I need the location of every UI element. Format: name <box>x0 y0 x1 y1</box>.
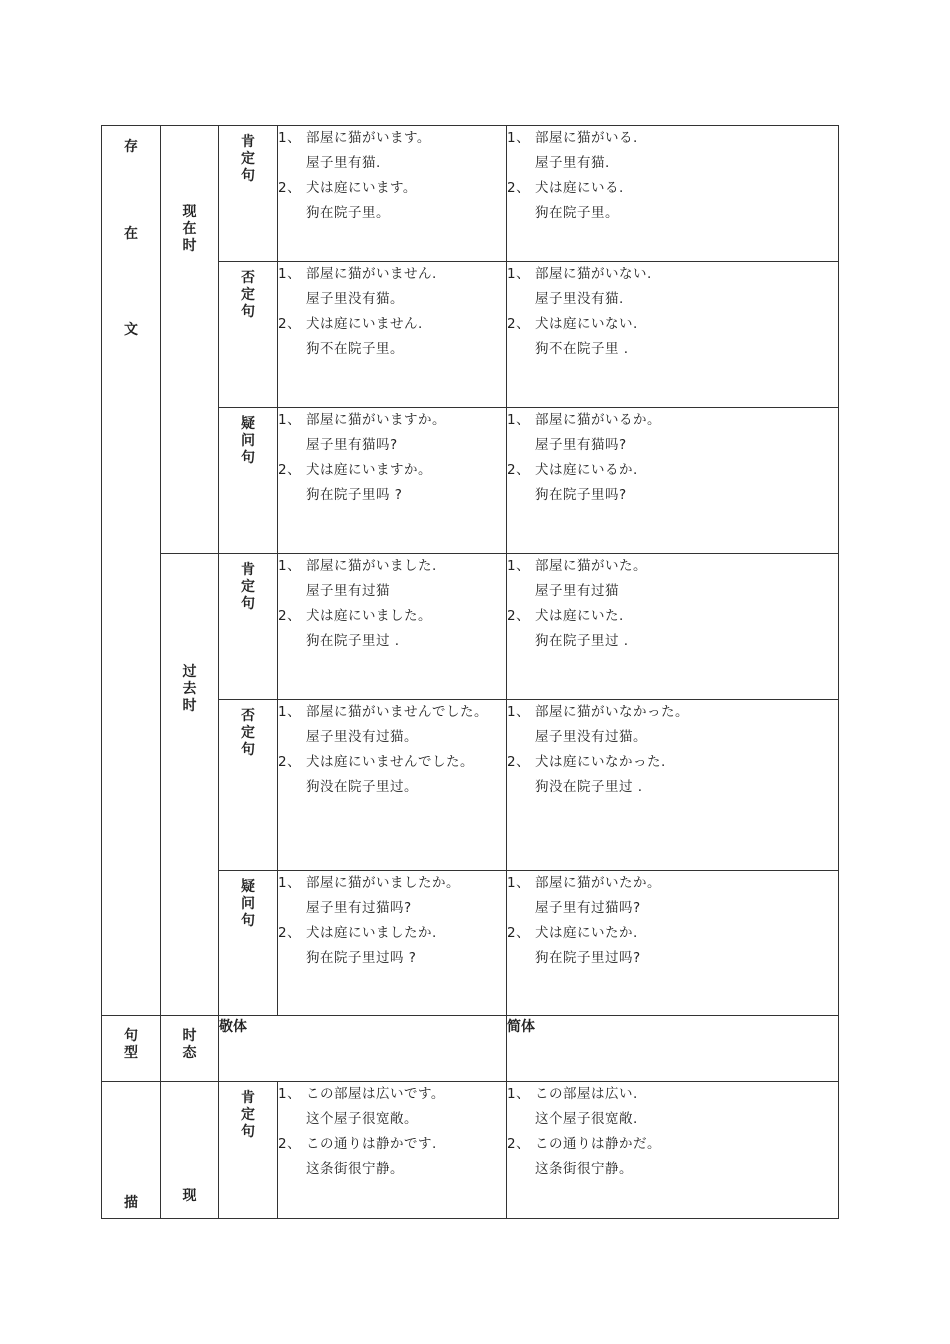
example-number: 2、 <box>278 925 302 941</box>
description-tense-cell <box>161 1082 219 1219</box>
example-item <box>507 312 838 362</box>
example-item <box>278 1082 506 1132</box>
example-japanese-line <box>507 554 838 579</box>
example-japanese-line <box>278 312 506 337</box>
example-number: 2、 <box>507 316 531 332</box>
example-item <box>507 262 838 312</box>
example-item <box>507 750 838 800</box>
japanese-sentence: 犬は庭にいましたか. <box>306 925 437 941</box>
examples-cell <box>507 554 839 700</box>
chinese-translation: 屋子里没有过猫。 <box>306 729 418 745</box>
example-japanese-line <box>507 1132 838 1157</box>
chinese-translation: 狗在院子里。 <box>535 205 619 221</box>
pattern-header: 句 型 <box>102 1016 161 1082</box>
chinese-translation: 屋子里没有猫。 <box>306 291 404 307</box>
question-label: 疑 问 句 <box>219 408 278 554</box>
japanese-sentence: 犬は庭にいます。 <box>306 180 417 196</box>
description-category-cell <box>102 1082 161 1219</box>
grammar-table <box>101 125 839 1219</box>
examples-cell <box>278 700 507 871</box>
example-number: 2、 <box>278 316 302 332</box>
example-item <box>507 126 838 176</box>
affirmative-label: 肯 定 句 <box>219 1082 278 1219</box>
chinese-translation: 狗在院子里过 . <box>535 633 629 649</box>
example-number: 2、 <box>278 608 302 624</box>
chinese-translation: 狗在院子里过 . <box>306 633 400 649</box>
chinese-translation: 屋子里有过猫吗? <box>535 900 641 916</box>
example-item <box>507 871 838 921</box>
example-number: 1、 <box>278 704 302 720</box>
example-japanese-line <box>278 871 506 896</box>
example-number: 1、 <box>278 875 302 891</box>
example-number: 1、 <box>507 130 531 146</box>
chinese-translation: 屋子里有猫. <box>535 155 610 171</box>
chinese-translation: 这个屋子很宽敞. <box>535 1111 638 1127</box>
description-tense-char: 现 <box>182 1188 197 1204</box>
chinese-translation: 狗在院子里吗? <box>535 487 627 503</box>
example-japanese-line <box>507 604 838 629</box>
chinese-translation: 狗在院子里。 <box>306 205 390 221</box>
japanese-sentence: 犬は庭にいませんでした。 <box>306 754 474 770</box>
example-japanese-line <box>278 700 506 725</box>
example-item <box>278 458 506 508</box>
existence-category-cell <box>102 126 161 1016</box>
example-japanese-line <box>507 700 838 725</box>
example-item <box>278 871 506 921</box>
chinese-translation: 屋子里没有过猫。 <box>535 729 647 745</box>
example-number: 1、 <box>278 266 302 282</box>
chinese-translation: 这条街很宁静。 <box>535 1161 633 1177</box>
japanese-sentence: 部屋に猫がいた。 <box>535 558 647 574</box>
chinese-translation: 屋子里有猫吗? <box>306 437 398 453</box>
examples-cell <box>278 1082 507 1219</box>
category-char-2: 在 <box>124 226 138 242</box>
examples-cell <box>278 554 507 700</box>
japanese-sentence: 部屋に猫がいる. <box>535 130 638 146</box>
japanese-sentence: この通りは静かだ。 <box>535 1136 661 1152</box>
example-item <box>278 176 506 226</box>
example-item <box>507 176 838 226</box>
japanese-sentence: 犬は庭にいるか. <box>535 462 638 478</box>
example-japanese-line <box>507 921 838 946</box>
example-item <box>278 750 506 800</box>
example-number: 1、 <box>278 1086 302 1102</box>
affirmative-label: 肯 定 句 <box>219 554 278 700</box>
examples-cell <box>507 262 839 408</box>
example-japanese-line <box>278 126 506 151</box>
japanese-sentence: 部屋に猫がいない. <box>535 266 652 282</box>
examples-cell <box>507 1082 839 1219</box>
example-item <box>278 312 506 362</box>
example-number: 1、 <box>507 412 531 428</box>
example-japanese-line <box>278 262 506 287</box>
example-number: 1、 <box>278 558 302 574</box>
example-item <box>507 700 838 750</box>
example-number: 2、 <box>278 462 302 478</box>
japanese-sentence: 犬は庭にいた. <box>535 608 624 624</box>
examples-cell <box>507 408 839 554</box>
example-item <box>278 700 506 750</box>
example-number: 2、 <box>507 925 531 941</box>
chinese-translation: 屋子里有过猫吗? <box>306 900 412 916</box>
present-affirmative-row <box>102 126 839 262</box>
japanese-sentence: 部屋に猫がいますか。 <box>306 412 446 428</box>
example-item <box>278 921 506 971</box>
examples-cell <box>507 126 839 262</box>
example-number: 1、 <box>507 558 531 574</box>
example-item <box>278 408 506 458</box>
chinese-translation: 狗没在院子里过 . <box>535 779 643 795</box>
example-japanese-line <box>278 176 506 201</box>
japanese-sentence: この部屋は広いです。 <box>306 1086 445 1102</box>
chinese-translation: 狗不在院子里 . <box>535 341 629 357</box>
example-item <box>507 408 838 458</box>
tense-header: 时 态 <box>161 1016 219 1082</box>
example-number: 2、 <box>507 1136 531 1152</box>
chinese-translation: 屋子里没有猫. <box>535 291 624 307</box>
example-number: 2、 <box>507 180 531 196</box>
example-number: 1、 <box>507 875 531 891</box>
example-japanese-line <box>278 458 506 483</box>
chinese-translation: 狗不在院子里。 <box>306 341 404 357</box>
example-japanese-line <box>507 871 838 896</box>
example-item <box>507 1132 838 1182</box>
examples-cell <box>278 126 507 262</box>
japanese-sentence: 犬は庭にいなかった. <box>535 754 666 770</box>
example-japanese-line <box>278 554 506 579</box>
example-number: 2、 <box>278 754 302 770</box>
chinese-translation: 狗在院子里过吗? <box>535 950 641 966</box>
example-japanese-line <box>278 408 506 433</box>
header-row <box>102 1016 839 1082</box>
example-japanese-line <box>507 458 838 483</box>
description-affirmative-row <box>102 1082 839 1219</box>
japanese-sentence: この部屋は広い. <box>535 1086 638 1102</box>
past-affirmative-row <box>102 554 839 700</box>
example-item <box>507 1082 838 1132</box>
example-number: 2、 <box>507 608 531 624</box>
example-number: 1、 <box>278 412 302 428</box>
chinese-translation: 屋子里有猫. <box>306 155 381 171</box>
example-japanese-line <box>507 408 838 433</box>
japanese-sentence: 犬は庭にいますか。 <box>306 462 432 478</box>
example-item <box>507 458 838 508</box>
example-item <box>507 554 838 604</box>
japanese-sentence: 犬は庭にいたか. <box>535 925 638 941</box>
example-item <box>278 554 506 604</box>
example-item <box>507 604 838 654</box>
example-item <box>278 1132 506 1182</box>
japanese-sentence: 部屋に猫がいるか。 <box>535 412 661 428</box>
example-number: 2、 <box>507 754 531 770</box>
japanese-sentence: 犬は庭にいる. <box>535 180 624 196</box>
example-japanese-line <box>507 262 838 287</box>
japanese-sentence: 犬は庭にいました。 <box>306 608 432 624</box>
example-number: 1、 <box>507 704 531 720</box>
japanese-sentence: 犬は庭にいません. <box>306 316 423 332</box>
examples-cell <box>278 871 507 1016</box>
example-number: 1、 <box>278 130 302 146</box>
example-number: 2、 <box>278 180 302 196</box>
example-item <box>278 604 506 654</box>
example-japanese-line <box>507 126 838 151</box>
japanese-sentence: 部屋に猫がいません. <box>306 266 437 282</box>
example-number: 2、 <box>278 1136 302 1152</box>
chinese-translation: 屋子里有过猫 <box>535 583 619 599</box>
examples-cell <box>507 700 839 871</box>
japanese-sentence: 犬は庭にいない. <box>535 316 638 332</box>
example-japanese-line <box>278 604 506 629</box>
example-item <box>278 126 506 176</box>
example-japanese-line <box>507 176 838 201</box>
chinese-translation: 这个屋子很宽敞。 <box>306 1111 418 1127</box>
example-number: 2、 <box>507 462 531 478</box>
japanese-sentence: 部屋に猫がいませんでした。 <box>306 704 488 720</box>
chinese-translation: 屋子里有过猫 <box>306 583 390 599</box>
description-char: 描 <box>124 1195 138 1211</box>
category-char-3: 文 <box>124 322 138 338</box>
chinese-translation: 狗在院子里吗 ? <box>306 487 403 503</box>
affirmative-label: 肯 定 句 <box>219 126 278 262</box>
example-number: 1、 <box>507 266 531 282</box>
examples-cell <box>278 408 507 554</box>
negative-label: 否 定 句 <box>219 262 278 408</box>
chinese-translation: 这条街很宁静。 <box>306 1161 404 1177</box>
japanese-sentence: 部屋に猫がいます。 <box>306 130 431 146</box>
japanese-sentence: 部屋に猫がいました. <box>306 558 437 574</box>
example-japanese-line <box>507 312 838 337</box>
example-japanese-line <box>507 750 838 775</box>
present-tense-label: 现 在 时 <box>161 126 219 554</box>
example-japanese-line <box>278 921 506 946</box>
past-tense-label: 过 去 时 <box>161 554 219 1016</box>
japanese-sentence: 部屋に猫がいましたか。 <box>306 875 460 891</box>
example-item <box>278 262 506 312</box>
example-japanese-line <box>278 1132 506 1157</box>
example-number: 1、 <box>507 1086 531 1102</box>
examples-cell <box>507 871 839 1016</box>
example-japanese-line <box>278 1082 506 1107</box>
example-item <box>507 921 838 971</box>
chinese-translation: 屋子里有猫吗? <box>535 437 627 453</box>
plain-header: 简体 <box>507 1016 839 1082</box>
chinese-translation: 狗没在院子里过。 <box>306 779 418 795</box>
polite-header: 敬体 <box>219 1016 507 1082</box>
example-japanese-line <box>278 750 506 775</box>
japanese-sentence: この通りは静かです. <box>306 1136 437 1152</box>
question-label: 疑 问 句 <box>219 871 278 1016</box>
japanese-sentence: 部屋に猫がいなかった。 <box>535 704 689 720</box>
chinese-translation: 狗在院子里过吗 ? <box>306 950 417 966</box>
negative-label: 否 定 句 <box>219 700 278 871</box>
example-japanese-line <box>507 1082 838 1107</box>
examples-cell <box>278 262 507 408</box>
japanese-sentence: 部屋に猫がいたか。 <box>535 875 661 891</box>
category-char-1: 存 <box>124 139 138 155</box>
